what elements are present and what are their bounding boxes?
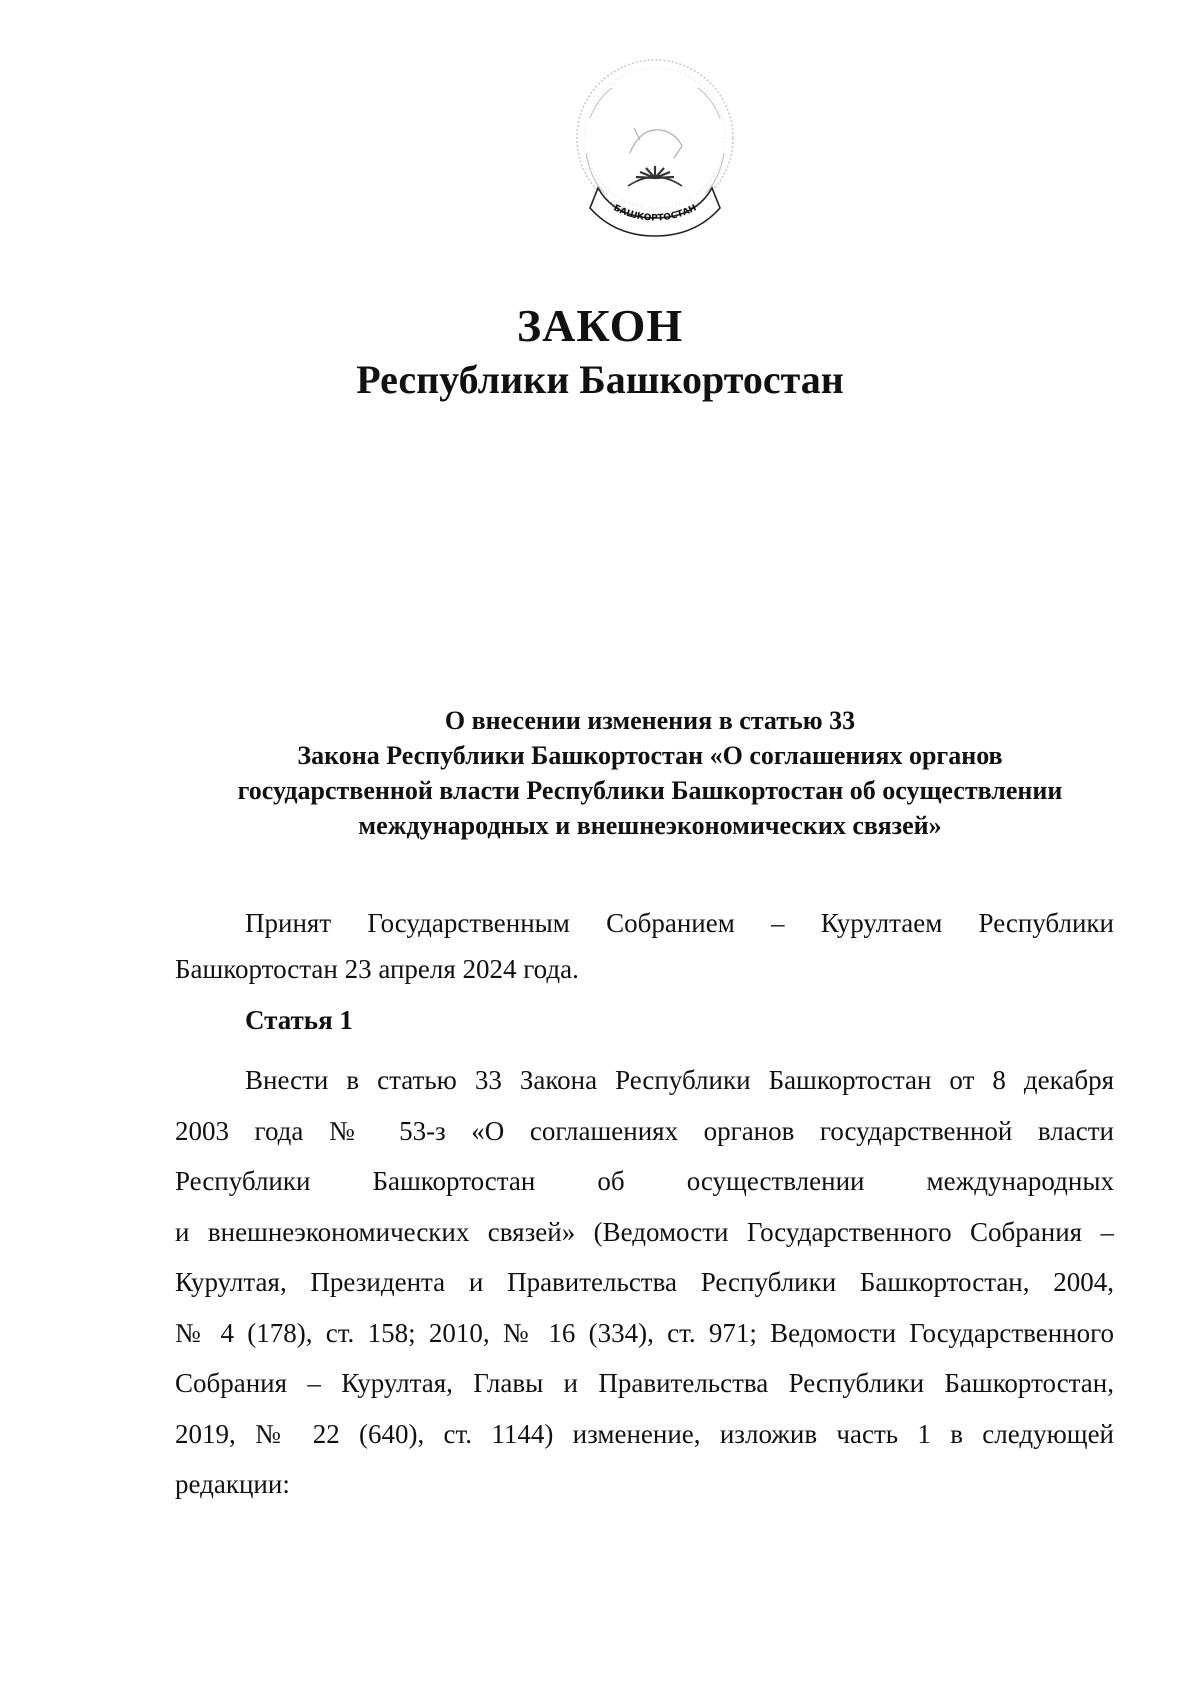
document-heading [170,703,1130,843]
article-line: Внести в статью 33 Закона Республики Башкортостан от 8 декабря [245,1065,1114,1095]
law-title: ЗАКОН [516,300,684,351]
article-line: Собрания – Курултая, Главы и Правительства Республики Башкортостан, [175,1368,1114,1398]
article-line: Курултая, Президента и Правительства Республики Башкортостан, 2004, [175,1267,1114,1297]
article-body [175,1055,1114,1510]
article-line: 2003 года № 53-з «О соглашениях органов государственной власти [175,1115,1114,1146]
article-line: редакции: [175,1469,290,1499]
bashkortostan-coat-of-arms-icon [570,58,740,243]
article-line: 2019, № 22 (640), ст. 1144) изменение, изложив часть 1 в следующей [175,1418,1114,1449]
ribbon-text: БАШКОРТОСТАН [611,203,699,224]
heading-line: международных и внешнеэкономических связей» [358,811,942,840]
article-line: и внешнеэкономических связей» (Ведомости Государственного Собрания – [175,1216,1114,1247]
heading-line: О внесении изменения в статью 33 [444,706,856,735]
heading-line: Закона Республики Башкортостан «О соглашениях органов [297,741,1003,770]
adoption-note: Принят Государственным Собранием – Курултаем Республики Башкортостан 23 апреля 2024 года. [175,908,1114,984]
heading-line: государственной власти Республики Башкортостан об осуществлении [237,776,1063,805]
article-title: Статья 1 [245,1005,353,1035]
article-line: Республики Башкортостан об осуществлении международных [175,1166,1114,1196]
law-subtitle: Республики Башкортостан [356,357,844,402]
article-line: № 4 (178), ст. 158; 2010, № 16 (334), ст. 971; Ведомости Государственного [175,1317,1114,1348]
